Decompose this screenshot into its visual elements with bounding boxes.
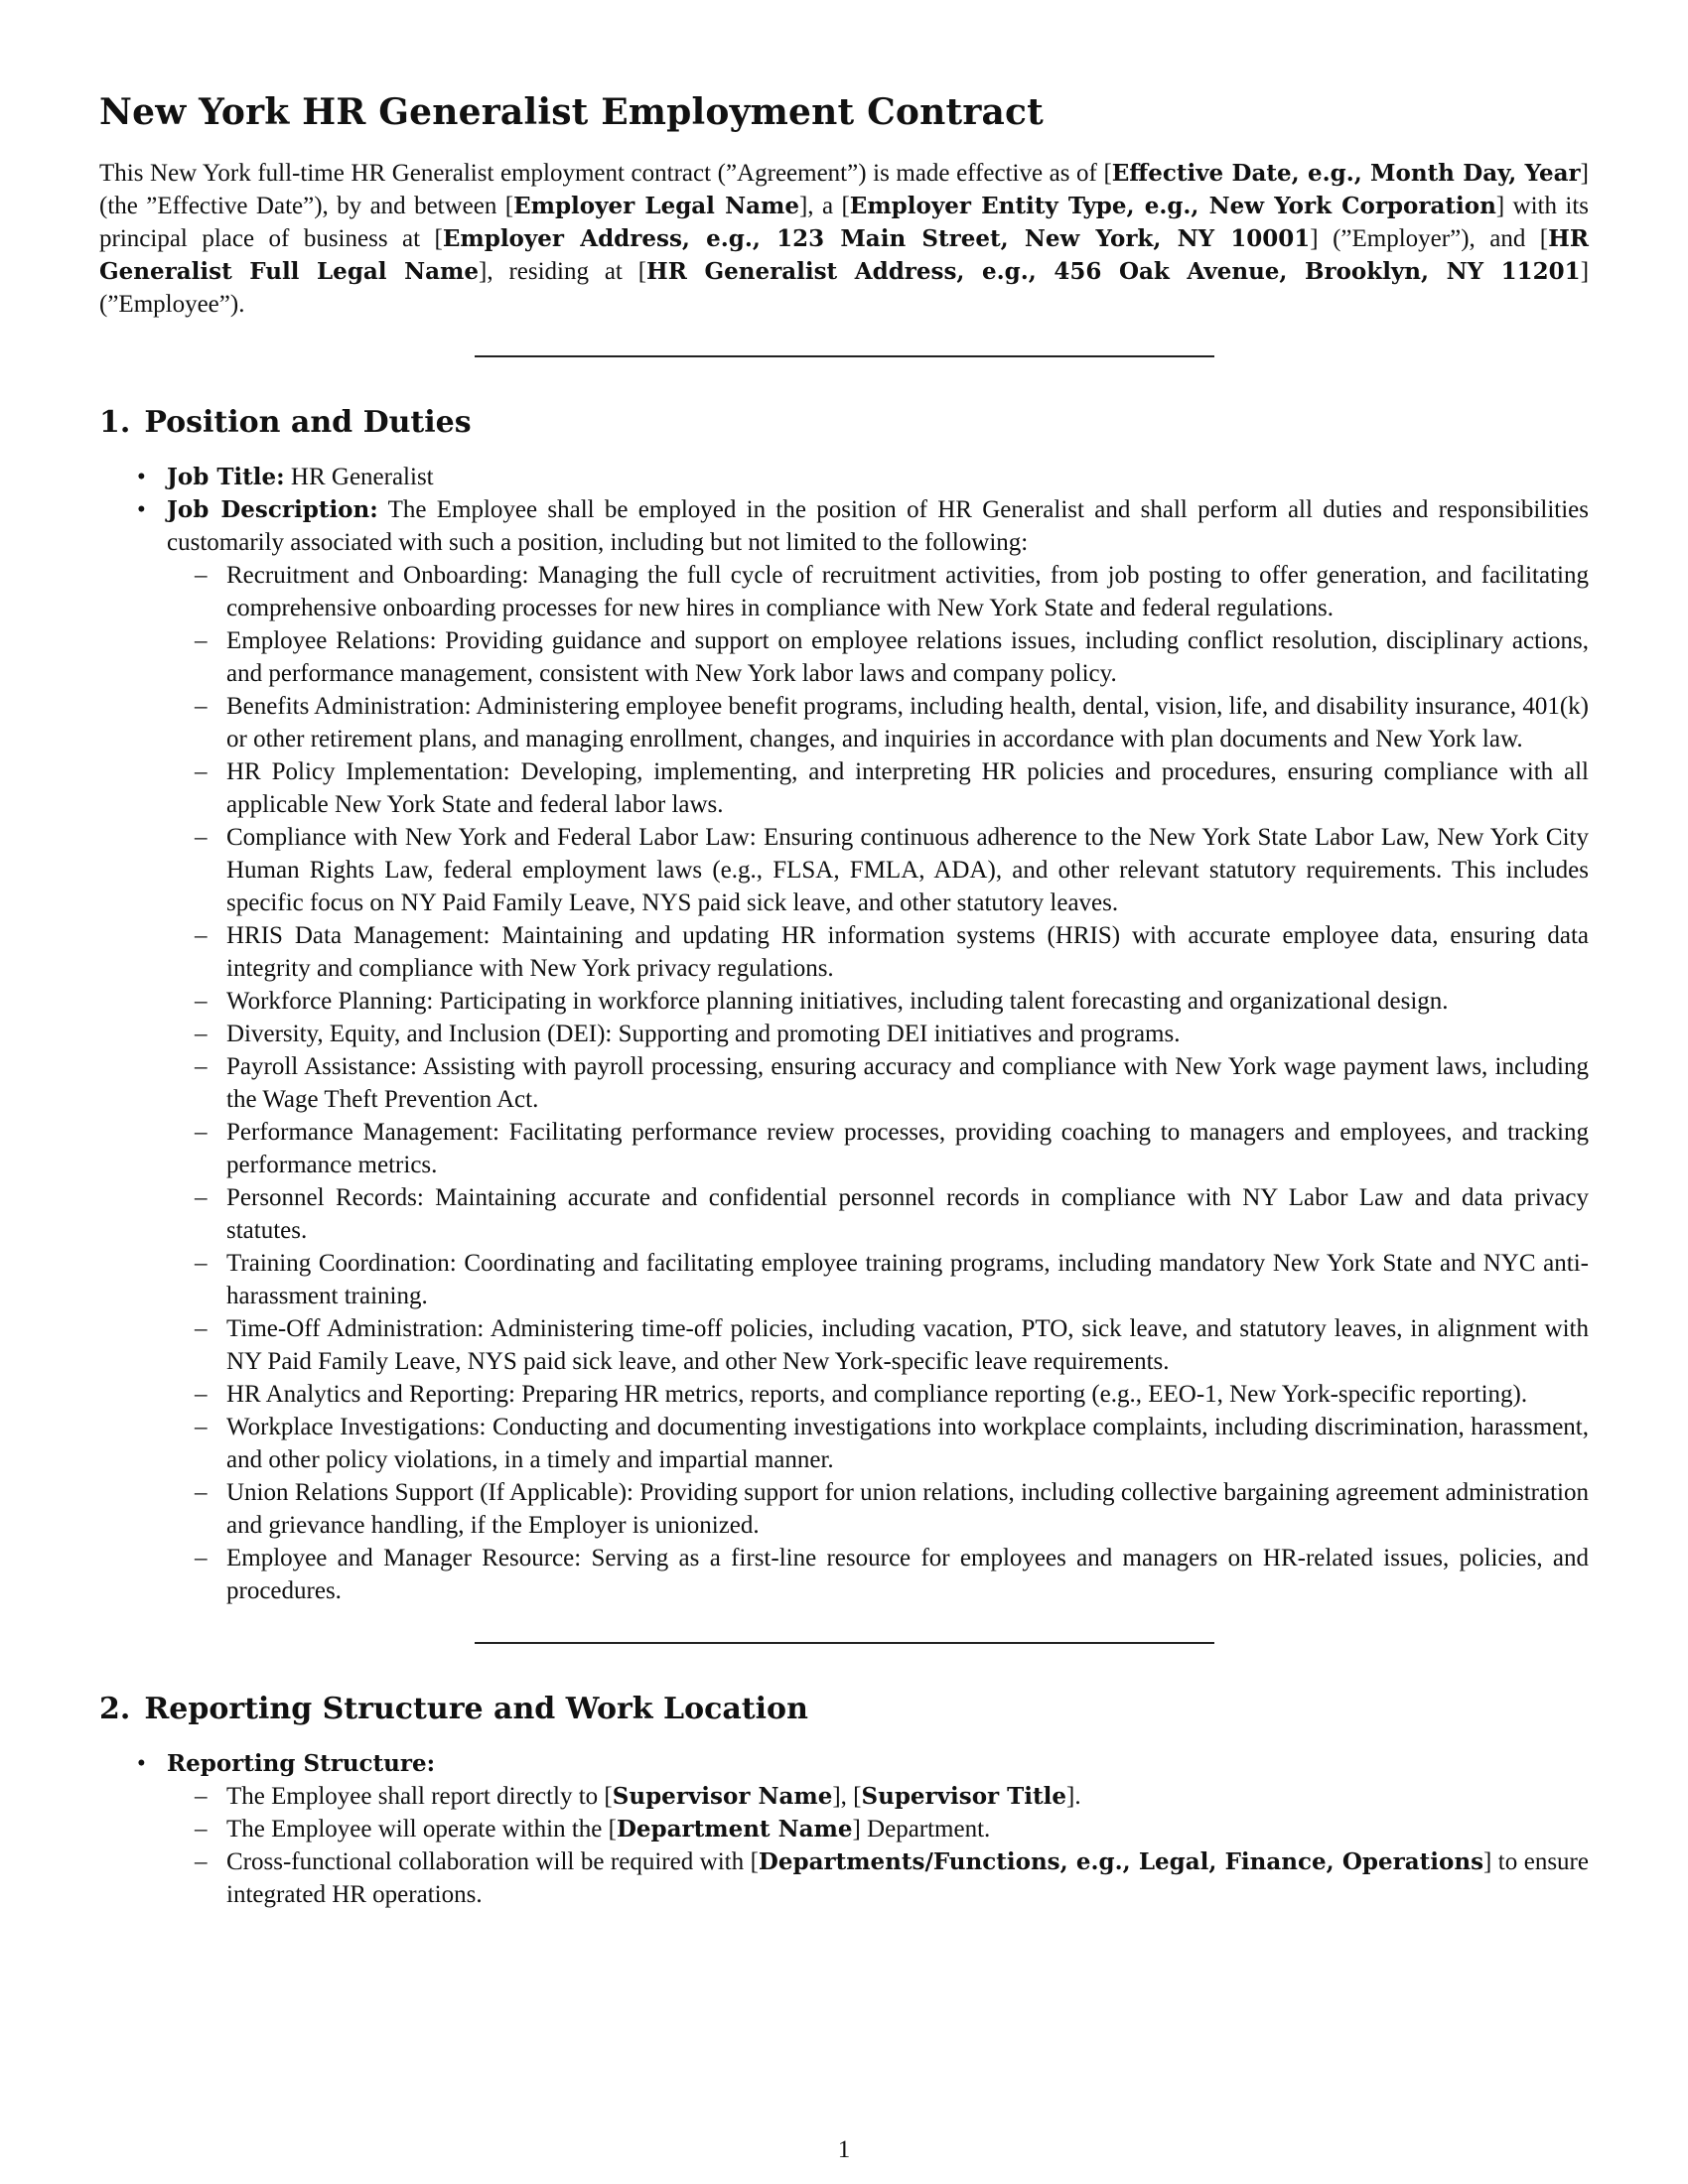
- reporting-structure-label: Reporting Structure:: [167, 1750, 436, 1777]
- document-title: New York HR Generalist Employment Contract: [99, 91, 1044, 133]
- reporting-item: [167, 1813, 1589, 1845]
- dash-icon: –: [195, 1021, 208, 1047]
- employee-name-placeholder: HR Generalist Full Legal Name: [99, 225, 1589, 285]
- dash-icon: –: [195, 1816, 208, 1843]
- dash-icon: –: [195, 1381, 208, 1408]
- intro-text: ], a [: [798, 193, 850, 219]
- dash-icon: –: [195, 1053, 208, 1080]
- duty-item: [167, 1018, 1589, 1050]
- section-number: 1.: [99, 405, 131, 440]
- section-title: Reporting Structure and Work Location: [144, 1692, 808, 1726]
- employer-name-placeholder: Employer Legal Name: [513, 193, 799, 219]
- duty-text: Training Coordination: Coordinating and facilitating employee training programs, including mandatory New York State and NYC anti-harassment training.: [226, 1250, 1589, 1309]
- section-heading-position-duties: [99, 403, 1589, 443]
- dash-icon: –: [195, 824, 208, 851]
- contract-page: [99, 89, 1589, 1911]
- duty-text: HRIS Data Management: Maintaining and updating HR information systems (HRIS) with accurate employee data, ensuring data integrity and compliance with New York privacy regulations.: [226, 922, 1589, 982]
- department-name-placeholder: Department Name: [616, 1816, 853, 1843]
- duty-text: Personnel Records: Maintaining accurate and confidential personnel records in compliance with NY Labor Law and data privacy statutes.: [226, 1184, 1589, 1244]
- dash-icon: –: [195, 562, 208, 589]
- list-item-job-title: [99, 461, 1589, 493]
- job-description-text: The Employee shall be employed in the position of HR Generalist and shall perform all duties and responsibilities customarily associated with such a position, including but not limited to the following:: [167, 496, 1589, 556]
- duty-text: HR Policy Implementation: Developing, implementing, and interpreting HR policies and procedures, ensuring compliance with all applicable New York State and federal labor laws.: [226, 758, 1589, 818]
- bullet-icon: •: [137, 496, 146, 523]
- section-divider: [475, 355, 1214, 357]
- duty-item: [167, 624, 1589, 690]
- duty-text: Diversity, Equity, and Inclusion (DEI): Supporting and promoting DEI initiatives and programs.: [226, 1021, 1181, 1047]
- duty-item: [167, 1411, 1589, 1476]
- intro-paragraph: [99, 157, 1589, 321]
- dash-icon: –: [195, 1414, 208, 1440]
- intro-text: ] (”Employer”), and [: [1310, 225, 1549, 252]
- dash-icon: –: [195, 988, 208, 1015]
- duty-text: Benefits Administration: Administering employee benefit programs, including health, dental, vision, life, and disability insurance, 401(k) or other retirement plans, and managing enrollment, changes, and inquiries in accordance with plan documents and New York law.: [226, 693, 1589, 752]
- list-item-job-description: [99, 493, 1589, 1607]
- section-divider: [475, 1642, 1214, 1644]
- list-item-reporting-structure: [99, 1747, 1589, 1911]
- dash-icon: –: [195, 627, 208, 654]
- duty-text: Employee Relations: Providing guidance and support on employee relations issues, including conflict resolution, disciplinary actions, and performance management, consistent with New York labor laws and company policy.: [226, 627, 1589, 687]
- entity-type-placeholder: Employer Entity Type, e.g., New York Corporation: [849, 193, 1496, 219]
- duties-list: [167, 559, 1589, 1607]
- reporting-text: ] to ensure integrated HR operations.: [226, 1848, 1589, 1908]
- duty-item: [167, 1050, 1589, 1116]
- duty-item: [167, 1181, 1589, 1247]
- duty-text: HR Analytics and Reporting: Preparing HR metrics, reports, and compliance reporting (e.g., EEO-1, New York-specific reporting).: [226, 1381, 1528, 1408]
- dash-icon: –: [195, 1783, 208, 1810]
- duty-text: Payroll Assistance: Assisting with payroll processing, ensuring accuracy and compliance with New York wage payment laws, including the Wage Theft Prevention Act.: [226, 1053, 1589, 1113]
- job-description-label: Job Description:: [167, 496, 378, 523]
- page-number: 1: [837, 2136, 851, 2163]
- dash-icon: –: [195, 1250, 208, 1277]
- effective-date-placeholder: Effective Date, e.g., Month Day, Year: [1111, 160, 1581, 187]
- duty-item: [167, 690, 1589, 755]
- duty-item: [167, 821, 1589, 919]
- duty-item: [167, 1247, 1589, 1312]
- duty-item: [167, 985, 1589, 1018]
- reporting-text: The Employee shall report directly to [: [226, 1783, 613, 1810]
- reporting-text: ] Department.: [852, 1816, 991, 1843]
- duty-text: Employee and Manager Resource: Serving as a first-line resource for employees and managers on HR-related issues, policies, and procedures.: [226, 1545, 1589, 1604]
- duty-text: Recruitment and Onboarding: Managing the full cycle of recruitment activities, from job posting to offer generation, and facilitating comprehensive onboarding processes for new hires in compliance with New York State and federal regulations.: [226, 562, 1589, 621]
- job-title-label: Job Title:: [167, 464, 285, 490]
- supervisor-title-placeholder: Supervisor Title: [861, 1783, 1067, 1810]
- position-duties-list: [99, 461, 1589, 1607]
- employer-address-placeholder: Employer Address, e.g., 123 Main Street, New York, NY 10001: [442, 225, 1311, 252]
- supervisor-name-placeholder: Supervisor Name: [612, 1783, 833, 1810]
- duty-item: [167, 559, 1589, 624]
- duty-item: [167, 1116, 1589, 1181]
- employee-address-placeholder: HR Generalist Address, e.g., 456 Oak Avenue, Brooklyn, NY 11201: [646, 258, 1581, 285]
- dash-icon: –: [195, 1315, 208, 1342]
- bullet-icon: •: [137, 1750, 146, 1777]
- reporting-text: The Employee will operate within the [: [226, 1816, 617, 1843]
- departments-placeholder: Departments/Functions, e.g., Legal, Finance, Operations: [758, 1848, 1484, 1875]
- duty-item: [167, 1378, 1589, 1411]
- duty-text: Workforce Planning: Participating in workforce planning initiatives, including talent forecasting and organizational design.: [226, 988, 1449, 1015]
- section-heading-reporting-structure: [99, 1690, 1589, 1729]
- duty-text: Performance Management: Facilitating performance review processes, providing coaching to managers and employees, and tracking performance metrics.: [226, 1119, 1589, 1178]
- dash-icon: –: [195, 1119, 208, 1146]
- duty-text: Union Relations Support (If Applicable): Providing support for union relations, including collective bargaining agreement administration and grievance handling, if the Employer is unionized.: [226, 1479, 1589, 1539]
- reporting-items: [167, 1780, 1589, 1911]
- duty-item: [167, 919, 1589, 985]
- reporting-item: [167, 1780, 1589, 1813]
- reporting-text: ], [: [832, 1783, 862, 1810]
- dash-icon: –: [195, 1479, 208, 1506]
- dash-icon: –: [195, 1848, 208, 1875]
- job-title-value: HR Generalist: [290, 464, 434, 490]
- duty-item: [167, 1312, 1589, 1378]
- dash-icon: –: [195, 693, 208, 720]
- dash-icon: –: [195, 1545, 208, 1571]
- duty-item: [167, 1542, 1589, 1607]
- intro-text: ], residing at [: [479, 258, 647, 285]
- dash-icon: –: [195, 758, 208, 785]
- intro-text: ] (the ”Effective Date”), by and between [: [99, 160, 1589, 219]
- reporting-structure-list: [99, 1747, 1589, 1911]
- dash-icon: –: [195, 1184, 208, 1211]
- intro-text: ] with its principal place of business at [: [99, 193, 1590, 252]
- duty-text: Workplace Investigations: Conducting and documenting investigations into workplace complaints, including discrimination, harassment, and other policy violations, in a timely and impartial manner.: [226, 1414, 1589, 1473]
- reporting-item: [167, 1845, 1589, 1911]
- reporting-text: ].: [1066, 1783, 1081, 1810]
- duty-text: Compliance with New York and Federal Labor Law: Ensuring continuous adherence to the New York State Labor Law, New York City Human Rights Law, federal employment laws (e.g., FLSA, FMLA, ADA), and other relevant statutory requirements. This includes specific focus on NY Paid Family Leave, NYS paid sick leave, and other statutory leaves.: [226, 824, 1589, 916]
- reporting-text: Cross-functional collaboration will be required with [: [226, 1848, 759, 1875]
- section-number: 2.: [99, 1692, 131, 1726]
- intro-text: ] (”Employee”).: [99, 258, 1590, 318]
- bullet-icon: •: [137, 464, 146, 490]
- section-title: Position and Duties: [144, 405, 472, 440]
- duty-item: [167, 755, 1589, 821]
- intro-text: This New York full-time HR Generalist employment contract (”Agreement”) is made effective as of [: [99, 160, 1112, 187]
- dash-icon: –: [195, 922, 208, 949]
- duty-text: Time-Off Administration: Administering time-off policies, including vacation, PTO, sick leave, and statutory leaves, in alignment with NY Paid Family Leave, NYS paid sick leave, and other New York-specific leave requirements.: [226, 1315, 1589, 1375]
- duty-item: [167, 1476, 1589, 1542]
